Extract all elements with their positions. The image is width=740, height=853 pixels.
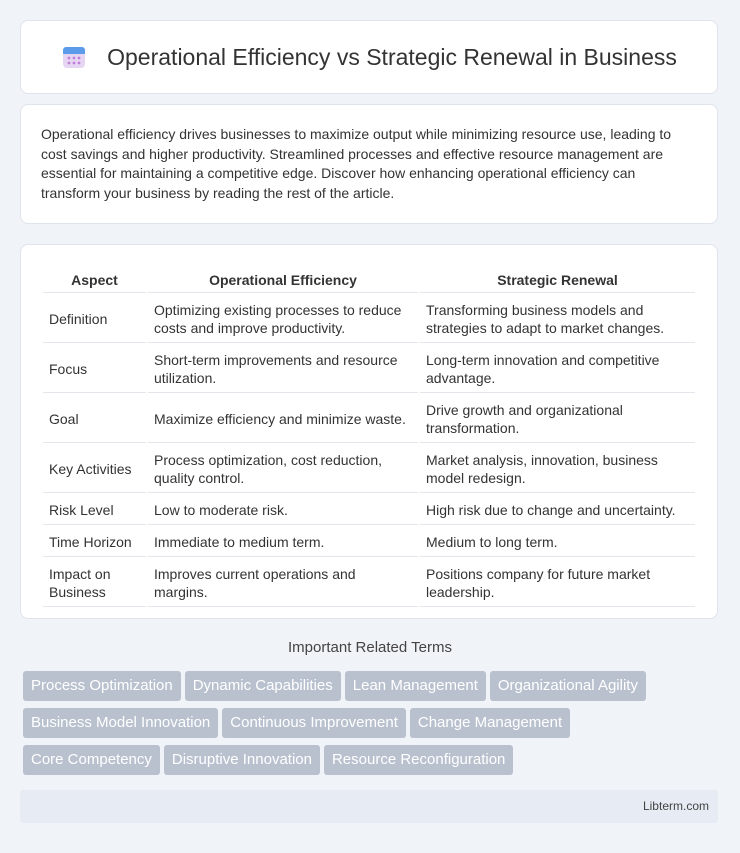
tag-process-optimization[interactable]: Process Optimization: [23, 671, 181, 701]
footer-site-link[interactable]: Libterm.com: [642, 799, 709, 813]
row-strategic-renewal: Market analysis, innovation, business model redesign.: [420, 445, 695, 493]
tag-organizational-agility[interactable]: Organizational Agility: [490, 671, 646, 701]
row-strategic-renewal: Medium to long term.: [420, 527, 695, 557]
row-operational-efficiency: Short-term improvements and resource utilization.: [148, 345, 418, 393]
tag-business-model-innovation[interactable]: Business Model Innovation: [23, 708, 218, 738]
column-header-operational-efficiency: Operational Efficiency: [148, 267, 418, 293]
tag-lean-management[interactable]: Lean Management: [345, 671, 486, 701]
table-row: [43, 495, 695, 525]
intro-card: [20, 104, 718, 224]
row-strategic-renewal: High risk due to change and uncertainty.: [420, 495, 695, 525]
table-row: [43, 445, 695, 493]
table-row: [43, 395, 695, 443]
row-aspect: Risk Level: [43, 495, 146, 525]
intro-text: Operational efficiency drives businesses to maximize output while minimizing resource use, leading to cost savings and higher productivity. Streamlined processes and effective resource management are essential for maintaining a competitive edge. Discover how enhancing operational efficiency can transform your business by reading the rest of the article.: [41, 126, 672, 201]
table-row: [43, 295, 695, 343]
row-strategic-renewal: Transforming business models and strategies to adapt to market changes.: [420, 295, 695, 343]
table-header-row: [43, 267, 695, 293]
row-strategic-renewal: Long-term innovation and competitive advantage.: [420, 345, 695, 393]
row-operational-efficiency: Optimizing existing processes to reduce costs and improve productivity.: [148, 295, 418, 343]
row-operational-efficiency: Maximize efficiency and minimize waste.: [148, 395, 418, 443]
table-row: [43, 527, 695, 557]
column-header-aspect: Aspect: [43, 267, 146, 293]
row-operational-efficiency: Process optimization, cost reduction, quality control.: [148, 445, 418, 493]
column-header-strategic-renewal: Strategic Renewal: [420, 267, 695, 293]
tag-continuous-improvement[interactable]: Continuous Improvement: [222, 708, 406, 738]
calendar-icon: [61, 44, 87, 70]
row-strategic-renewal: Positions company for future market leadership.: [420, 559, 695, 607]
row-aspect: Impact on Business: [43, 559, 146, 607]
row-aspect: Time Horizon: [43, 527, 146, 557]
related-terms-title: Important Related Terms: [288, 639, 452, 656]
comparison-table-card: [20, 244, 718, 619]
tag-core-competency[interactable]: Core Competency: [23, 745, 160, 775]
row-aspect: Focus: [43, 345, 146, 393]
row-aspect: Goal: [43, 395, 146, 443]
row-operational-efficiency: Improves current operations and margins.: [148, 559, 418, 607]
table-row: [43, 345, 695, 393]
tag-disruptive-innovation[interactable]: Disruptive Innovation: [164, 745, 320, 775]
row-aspect: Definition: [43, 295, 146, 343]
table-row: [43, 559, 695, 607]
row-operational-efficiency: Low to moderate risk.: [148, 495, 418, 525]
header-card: [20, 20, 718, 94]
row-aspect: Key Activities: [43, 445, 146, 493]
row-operational-efficiency: Immediate to medium term.: [148, 527, 418, 557]
comparison-table: [41, 265, 697, 609]
tag-dynamic-capabilities[interactable]: Dynamic Capabilities: [185, 671, 341, 701]
page-title: Operational Efficiency vs Strategic Renewal in Business: [107, 43, 677, 70]
footer: [20, 790, 718, 823]
tag-change-management[interactable]: Change Management: [410, 708, 570, 738]
related-terms-list: [23, 671, 723, 782]
row-strategic-renewal: Drive growth and organizational transformation.: [420, 395, 695, 443]
tag-resource-reconfiguration[interactable]: Resource Reconfiguration: [324, 745, 513, 775]
